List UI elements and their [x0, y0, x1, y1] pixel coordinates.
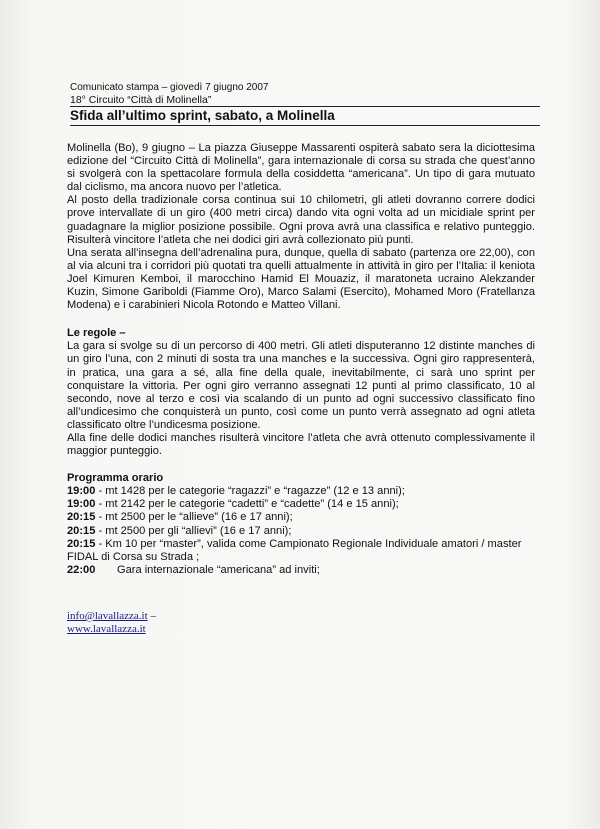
schedule-heading: Programma orario	[67, 472, 164, 485]
schedule-text: - mt 2500 per le “allieve” (16 e 17 anni);	[95, 511, 293, 524]
schedule-time: 19:00	[67, 485, 96, 498]
schedule-item	[67, 498, 535, 511]
schedule-text: Gara internazionale “americana” ad inviti;	[95, 563, 320, 576]
schedule-item	[67, 485, 535, 498]
press-header	[70, 82, 540, 126]
schedule-item	[67, 511, 535, 524]
intro-paragraph-3: Una serata all’insegna dell’adrenalina pura, dunque, quella di sabato (partenza ore 22,00), con al via alcuni tra i corridori più quotati tra quelli attualmente in attività in giro per l’Italia: il keniota Joel Kimuren Kemboi, il marocchino Hamid El Mouaziz, il maratoneta ucraino Alekzander Kuzin, Simone Gariboldi (Fiamme Oro), Marco Salami (Esercito), Mohamed Moro (Fratellanza Modena) e i carabinieri Nicola Rotondo e Matteo Villani.	[67, 246, 535, 312]
schedule-time: 20:15	[67, 511, 96, 524]
email-suffix: –	[147, 610, 156, 622]
email-link[interactable]: info@lavallazza.it	[67, 610, 148, 622]
event-name: 18° Circuito “Città di Molinella”	[70, 94, 212, 106]
press-release-date: Comunicato stampa – giovedì 7 giugno 2007	[70, 82, 269, 93]
schedule	[67, 472, 535, 577]
schedule-time: 20:15	[67, 524, 96, 537]
schedule-text: - Km 10 per “master”, valida come Campionato Regionale Individuale amatori / master FIDAL di Corsa su Strada ;	[67, 537, 522, 563]
schedule-text: - mt 2500 per gli “allievi” (16 e 17 anni);	[95, 524, 292, 537]
rules-heading: Le regole –	[67, 327, 126, 340]
intro-paragraph-2: Al posto della tradizionale corsa continua sui 10 chilometri, gli atleti dovranno correre dodici prove intervallate di un giro (400 metri circa) dando vita ogni volta ad un micidiale sprint per guadagnare la miglior posizione possibile. Ogni prova avrà una classifica e relativo punteggio. Risulterà vincitore l’atleta che nei dodici giri avrà collezionato più punti.	[67, 194, 535, 246]
schedule-item	[67, 525, 535, 538]
page-title: Sfida all’ultimo sprint, sabato, a Molinella	[70, 106, 540, 126]
intro-paragraph-1: Molinella (Bo), 9 giugno – La piazza Giuseppe Massarenti ospiterà sabato sera la diciottesima edizione del “Circuito Città di Molinella”, gara internazionale di corsa su strada che quest’anno si svolgerà con la spettacolare formula della cosiddetta “americana”. Un tipo di gara mutuato dal ciclismo, ma ancora nuovo per l’atletica.	[67, 142, 535, 194]
rules-paragraph-1: La gara si svolge su di un percorso di 400 metri. Gli atleti disputeranno 12 distinte manches di un giro l’una, con 2 minuti di sosta tra una manches e la successiva. Ogni giro rappresenterà, in pratica, una gara a sé, alla fine della quale, inevitabilmente, ci sarà uno sprint per conquistare la vittoria. Per ogni giro verranno assegnati 12 punti al primo classificato, 10 al secondo, nove al terzo e così via scalando di un punto ad ogni successivo classificato fino all’undicesimo che conquisterà un punto, così come un punto verrà assegnato ad ogni atleta classificato oltre l’undicesma posizione.	[67, 340, 535, 431]
schedule-time: 20:15	[67, 537, 96, 550]
schedule-text: - mt 2142 per le categorie “cadetti” e “cadette” (14 e 15 anni);	[95, 498, 399, 511]
rules-paragraph-2: Alla fine delle dodici manches risulterà vincitore l’atleta che avrà ottenuto complessivamente il maggior punteggio.	[67, 431, 535, 458]
schedule-item	[67, 564, 535, 577]
schedule-item	[67, 538, 535, 564]
contacts	[67, 610, 156, 636]
schedule-time: 19:00	[67, 498, 96, 511]
website-link[interactable]: www.lavallazza.it	[67, 623, 146, 635]
article-body	[67, 142, 535, 577]
schedule-text: - mt 1428 per le categorie “ragazzi” e “ragazze” (12 e 13 anni);	[95, 485, 405, 498]
schedule-time: 22:00	[67, 563, 96, 576]
